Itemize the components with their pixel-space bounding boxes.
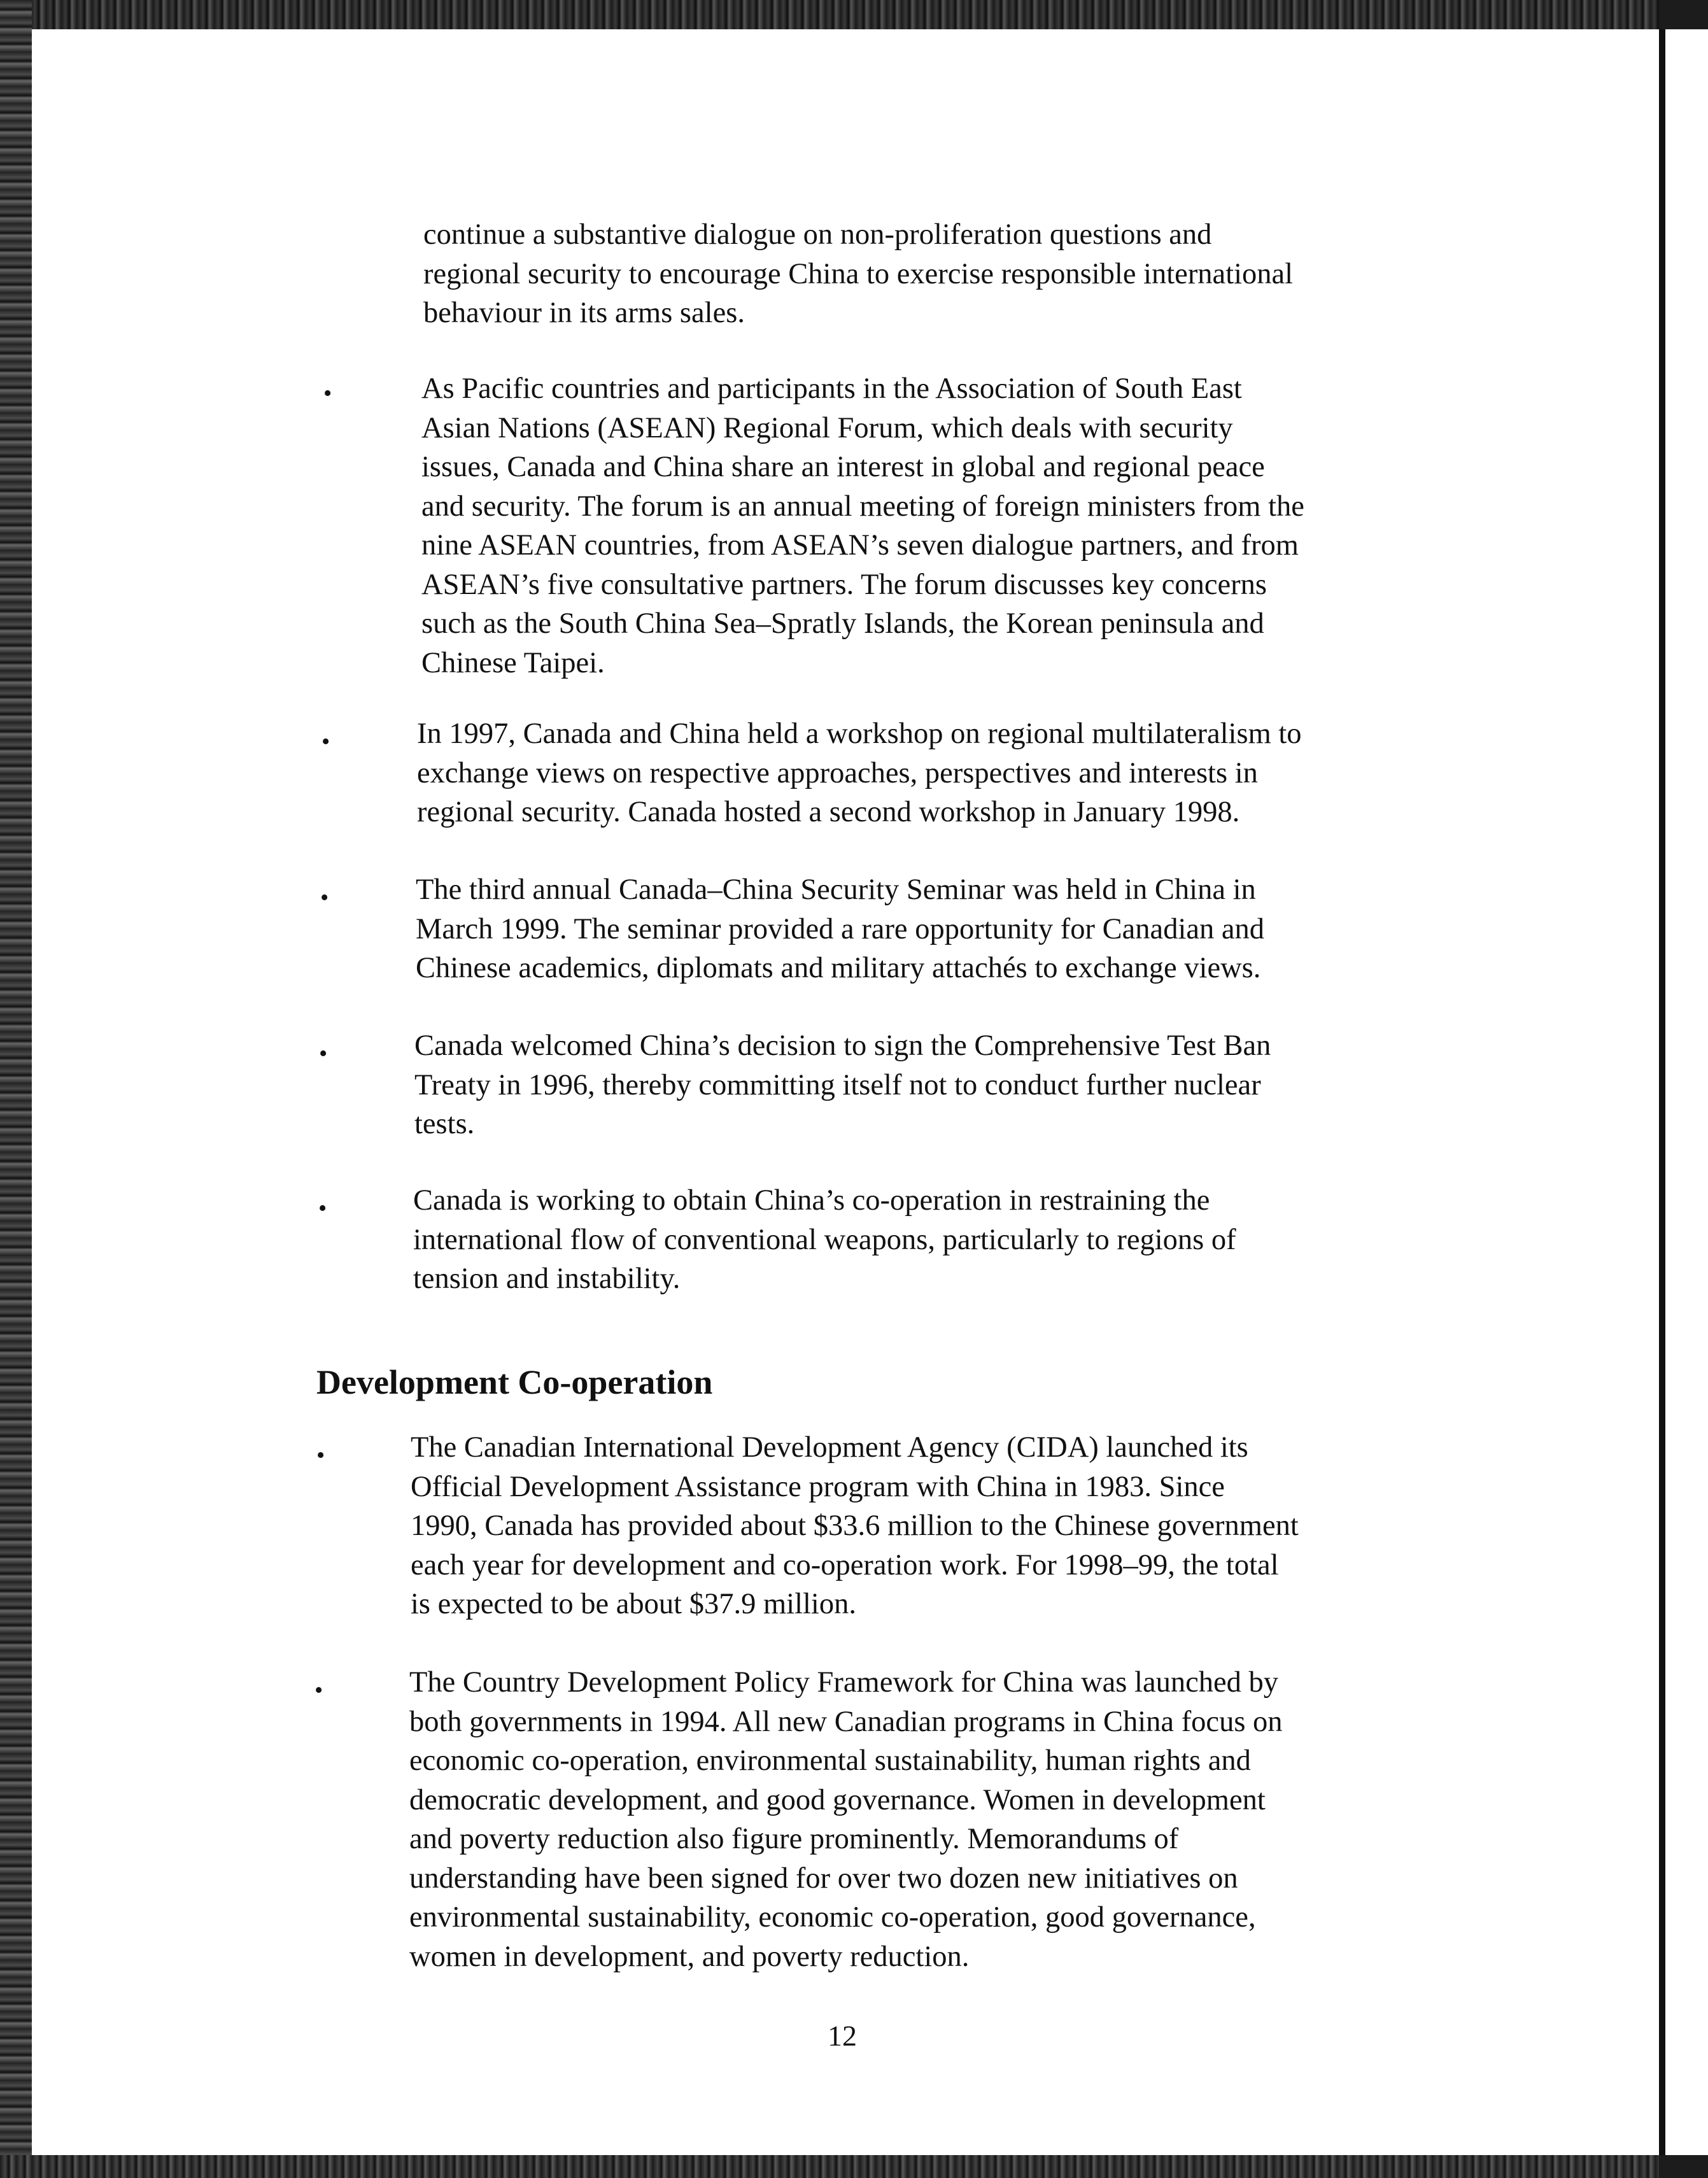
text-line: such as the South China Sea–Spratly Islands, the Korean peninsula and [421, 607, 1264, 640]
text-line: tension and instability. [413, 1262, 681, 1295]
scan-corner-bottom-right [1659, 2155, 1708, 2178]
security-bullet-test-ban [414, 1026, 1271, 1144]
text-line: women in development, and poverty reduction. [409, 1940, 970, 1973]
text-line: Asian Nations (ASEAN) Regional Forum, which deals with security [421, 411, 1233, 444]
text-line: understanding have been signed for over two dozen new initiatives on [409, 1862, 1238, 1895]
development-bullet-framework [409, 1663, 1283, 1976]
text-line: and poverty reduction also figure prominently. Memorandums of [409, 1823, 1179, 1855]
text-line: economic co-operation, environmental sustainability, human rights and [409, 1744, 1251, 1777]
text-line: Chinese academics, diplomats and military attachés to exchange views. [416, 952, 1261, 984]
development-bullet-cida [411, 1428, 1299, 1624]
text-line: As Pacific countries and participants in the Association of South East [421, 372, 1242, 405]
bullet-marker: • [323, 380, 332, 407]
text-line: 1990, Canada has provided about $33.6 million to the Chinese government [411, 1510, 1299, 1542]
text-line: tests. [414, 1108, 475, 1140]
text-line: international flow of conventional weapons, particularly to regions of [413, 1223, 1236, 1256]
section-heading: Development Co-operation [316, 1363, 713, 1401]
intro-paragraph [423, 215, 1293, 333]
bullet-marker: • [316, 1442, 325, 1469]
text-line: ASEAN’s five consultative partners. The forum discusses key concerns [421, 568, 1267, 601]
scan-border-top [0, 0, 1708, 29]
text-line: In 1997, Canada and China held a workshop on regional multilateralism to [417, 718, 1302, 750]
text-line: exchange views on respective approaches, perspectives and interests in [417, 756, 1258, 789]
text-line: regional security to encourage China to exercise responsible international [423, 257, 1294, 290]
bullet-marker: • [319, 1040, 328, 1067]
bullet-marker: • [314, 1677, 323, 1704]
scan-border-left [0, 0, 32, 2178]
text-line: issues, Canada and China share an interest in global and regional peace [421, 451, 1265, 483]
page-number: 12 [828, 2019, 857, 2052]
text-line: regional security. Canada hosted a second workshop in January 1998. [417, 796, 1240, 828]
text-line: each year for development and co-operation work. For 1998–99, the total [411, 1548, 1279, 1581]
scan-corner-top-right [1659, 0, 1708, 29]
text-line: environmental sustainability, economic co-operation, good governance, [409, 1901, 1256, 1934]
text-line: both governments in 1994. All new Canadian programs in China focus on [409, 1705, 1283, 1738]
security-bullet-asean [421, 369, 1304, 682]
security-bullet-seminar [416, 870, 1264, 988]
text-line: The third annual Canada–China Security Seminar was held in China in [416, 873, 1256, 906]
text-line: and security. The forum is an annual meeting of foreign ministers from the [421, 490, 1304, 523]
text-line: democratic development, and good governance. Women in development [409, 1783, 1266, 1816]
security-bullet-weapons [413, 1181, 1236, 1299]
text-line: nine ASEAN countries, from ASEAN’s seven dialogue partners, and from [421, 529, 1299, 562]
text-line: Official Development Assistance program with China in 1983. Since [411, 1470, 1225, 1503]
security-bullet-workshop [417, 714, 1302, 832]
scan-border-bottom [0, 2155, 1708, 2178]
bullet-marker: • [320, 884, 329, 911]
text-line: continue a substantive dialogue on non-proliferation questions and [423, 218, 1212, 251]
scan-border-right [1659, 25, 1665, 2155]
text-line: behaviour in its arms sales. [423, 297, 745, 329]
text-line: Treaty in 1996, thereby committing itself not to conduct further nuclear [414, 1068, 1261, 1101]
text-line: is expected to be about $37.9 million. [411, 1588, 856, 1620]
bullet-marker: • [318, 1195, 327, 1222]
bullet-marker: • [321, 728, 330, 755]
text-line: Canada welcomed China’s decision to sign the Comprehensive Test Ban [414, 1029, 1271, 1062]
text-line: Chinese Taipei. [421, 646, 605, 679]
text-line: Canada is working to obtain China’s co-operation in restraining the [413, 1184, 1210, 1217]
text-line: The Country Development Policy Framework for China was launched by [409, 1666, 1278, 1699]
text-line: March 1999. The seminar provided a rare opportunity for Canadian and [416, 912, 1265, 945]
scan-margin-right [1665, 0, 1708, 2178]
text-line: The Canadian International Development Agency (CIDA) launched its [411, 1431, 1248, 1464]
